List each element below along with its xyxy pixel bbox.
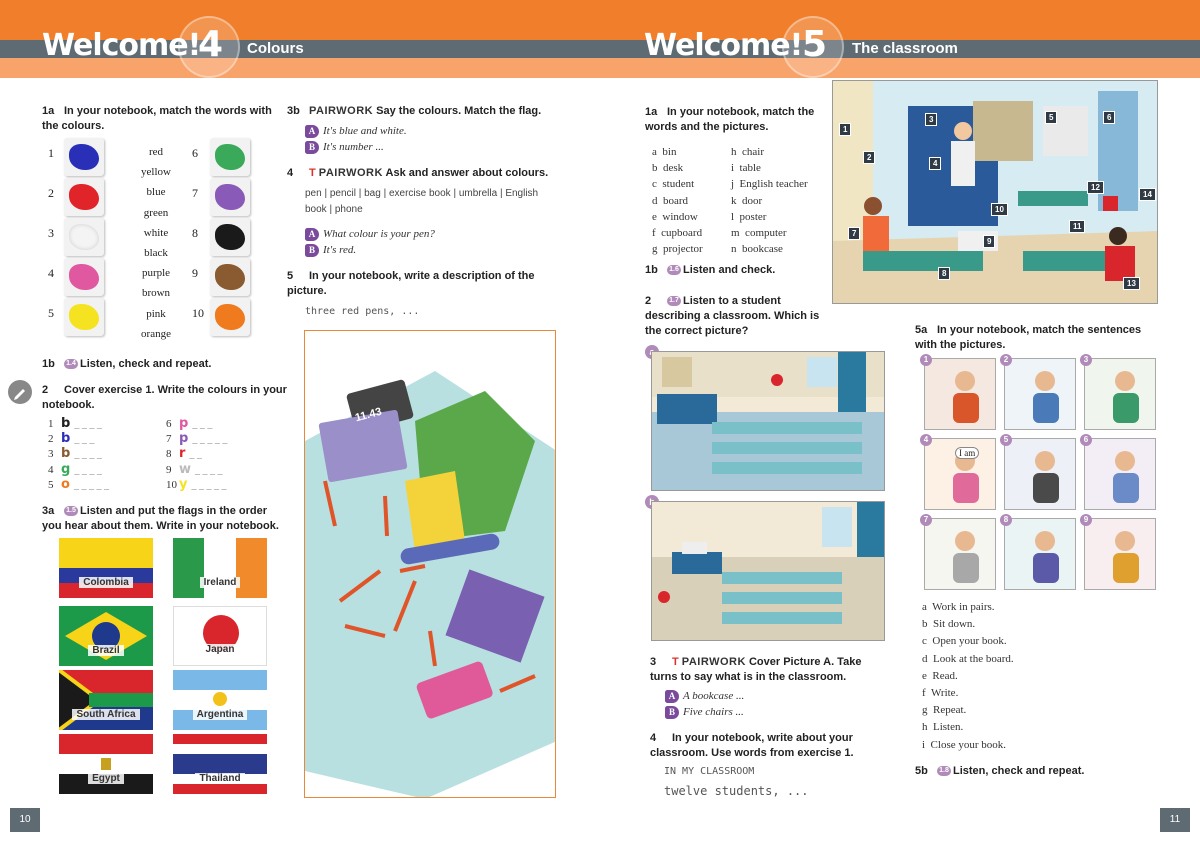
ex1b-text: Listen, check and repeat. (80, 358, 212, 370)
picture-number-badge: 9 (1080, 514, 1092, 526)
dialogue-line-a (305, 226, 435, 242)
vocab-item: c student (652, 178, 695, 191)
speaker-b-badge: B (665, 706, 679, 719)
ex4-word-list: pen | pencil | bag | exercise book | umbrella | English book | phone (305, 188, 539, 215)
vocab-item: a bin (652, 146, 677, 158)
right-ex2-number: 2 (645, 295, 652, 307)
right-ex1b-text: Listen and check. (683, 264, 776, 276)
flag-argentina (173, 670, 267, 730)
flag-label (173, 572, 267, 590)
flag-label-text: South Africa (72, 709, 139, 720)
action-sentence: i Close your book. (922, 738, 1007, 751)
vocab-item: j English teacher (731, 178, 808, 191)
letter-blanks: _ _ (189, 449, 202, 461)
first-letter: p (179, 416, 189, 431)
flag-label (59, 704, 153, 722)
picture-number-badge: 3 (1080, 354, 1092, 366)
picture-number-badge: 7 (920, 514, 932, 526)
right-ex4-text: In your notebook, write about your classroom. Use words from exercise 1. (650, 732, 854, 759)
vocab-item: e window (652, 210, 698, 223)
blank-word-row (166, 431, 227, 446)
action-picture (1004, 438, 1076, 510)
letter-blanks: _ _ _ _ (74, 464, 102, 476)
right-ex1b-instruction (645, 263, 775, 278)
swatch-number: 7 (192, 186, 198, 200)
cd-icon[interactable]: 1.7 (667, 296, 681, 306)
ex1a-instruction (42, 104, 282, 134)
picture-number-badge: 2 (1000, 354, 1012, 366)
right-ex1a-text: In your notebook, match the words and the pictures. (645, 106, 815, 133)
right-ex2-text: Listen to a student describing a classroom. Which is the correct picture? (645, 295, 820, 337)
dialogue-text: It's number ... (323, 141, 384, 153)
page-number-left: 10 (10, 808, 40, 832)
flag-brazil (59, 606, 153, 666)
first-letter: y (179, 476, 188, 492)
right-ex5a-number: 5a (915, 324, 928, 336)
flag-japan (173, 606, 267, 666)
colour-word: black (144, 247, 168, 259)
cd-icon[interactable]: 1.5 (64, 506, 78, 516)
colour-swatch (210, 298, 250, 336)
dialogue-line-b (305, 242, 435, 258)
right-ex2-instruction (645, 294, 825, 339)
flag-label-text: Japan (202, 644, 239, 655)
classroom-tag: 6 (1103, 111, 1115, 124)
picture-number-badge: 6 (1080, 434, 1092, 446)
ex3b-dialogue (305, 123, 407, 155)
flag-label-text: Argentina (193, 709, 248, 720)
colour-swatch (210, 178, 250, 216)
flag-label-text: Colombia (79, 577, 133, 588)
classroom-words-right (731, 144, 808, 257)
letter-blanks: _ _ _ (74, 434, 95, 446)
speaker-a-badge: A (305, 125, 319, 138)
vocab-item: l poster (731, 210, 767, 223)
paint-blob (215, 304, 245, 330)
flag-label (59, 768, 153, 786)
letter-blanks: _ _ _ _ (195, 464, 223, 476)
picture-a (651, 351, 885, 491)
blank-word-row (48, 416, 102, 431)
swatch-number: 3 (48, 226, 54, 240)
ex2-instruction (42, 383, 287, 413)
vocab-item: i table (731, 162, 761, 175)
first-letter: b (61, 431, 71, 447)
letter-blanks: _ _ _ (192, 419, 213, 430)
ex4-number: 4 (287, 167, 294, 179)
ex4-instruction (287, 166, 557, 181)
ex2-number: 2 (42, 384, 49, 396)
action-sentences (922, 599, 1014, 754)
ex5-sample-answer: three red pens, ... (305, 306, 420, 317)
dialogue-line-b (305, 139, 407, 155)
classroom-tag: 9 (983, 235, 995, 248)
action-picture (924, 518, 996, 590)
classroom-tag: 3 (925, 113, 937, 126)
cd-icon[interactable]: 1.4 (64, 359, 78, 369)
paint-blob (215, 144, 245, 170)
vocab-item: m computer (731, 227, 787, 240)
colour-word: pink (146, 307, 166, 320)
swatch-number: 6 (192, 146, 198, 160)
right-ex5a-text: In your notebook, match the sentences with the pictures. (915, 324, 1142, 351)
swatch-number: 5 (48, 306, 54, 320)
vocab-item: g projector (652, 243, 703, 256)
right-unit-number: 5 (802, 24, 828, 65)
ex1a-number: 1a (42, 105, 55, 117)
right-ex1a-number: 1a (645, 106, 658, 118)
classroom-tag: 2 (863, 151, 875, 164)
classroom-tag: 11 (1069, 220, 1085, 233)
classroom-tag: 13 (1123, 277, 1140, 290)
first-letter: w (179, 461, 192, 477)
right-ex4-sample-line: twelve students, ... (664, 784, 809, 798)
picture-number-badge: 5 (1000, 434, 1012, 446)
first-letter: r (179, 446, 186, 462)
ex5-number: 5 (287, 270, 294, 282)
classroom-tag: 12 (1087, 181, 1104, 194)
colour-swatch (64, 298, 104, 336)
picture-number-badge: 8 (1000, 514, 1012, 526)
blank-word-row (166, 416, 212, 431)
right-ex3-text: Cover Picture A. Take turns to say what is in the classroom. (650, 656, 862, 683)
action-sentence: h Listen. (922, 721, 964, 734)
swatch-number: 1 (48, 146, 54, 160)
right-ex5b-text: Listen, check and repeat. (953, 765, 1085, 777)
flag-south-africa (59, 670, 153, 730)
dialogue-line-a (665, 688, 744, 704)
colour-word: red (148, 146, 164, 158)
speaker-b-badge: B (305, 244, 319, 257)
colour-swatch (64, 258, 104, 296)
action-picture (1004, 518, 1076, 590)
row-number: 10 (166, 478, 177, 491)
right-ex4-sample-title: IN MY CLASSROOM (664, 766, 755, 777)
swatch-number: 10 (192, 306, 204, 320)
flag-egypt (59, 734, 153, 794)
row-number: 4 (48, 463, 54, 476)
picture-b (651, 501, 885, 641)
pairwork-label: PAIRWORK (318, 167, 383, 179)
letter-blanks: _ _ _ _ _ (192, 434, 228, 446)
action-picture (1084, 358, 1156, 430)
colour-swatch (210, 218, 250, 256)
colour-swatch (210, 138, 250, 176)
dialogue-text: Five chairs ... (683, 706, 744, 718)
first-letter: g (61, 461, 71, 477)
flag-label (59, 640, 153, 658)
colour-swatch (64, 178, 104, 216)
blank-word-row (166, 446, 202, 461)
row-number: 5 (48, 478, 54, 491)
speech-bubble: I am (955, 447, 979, 459)
classroom-tag: 5 (1045, 111, 1057, 124)
right-welcome-title: Welcome! (644, 28, 803, 63)
desk-illustration (304, 330, 556, 798)
first-letter: p (179, 431, 189, 447)
cd-icon[interactable]: 1.8 (937, 766, 951, 776)
action-picture (1004, 358, 1076, 430)
vocab-item: k door (731, 194, 763, 207)
swatch-number: 2 (48, 186, 54, 200)
flag-label (173, 704, 267, 722)
row-number: 3 (48, 448, 54, 461)
dialogue-line-b (665, 704, 744, 720)
letter-blanks: _ _ _ _ (74, 449, 102, 461)
ex3b-number: 3b (287, 105, 300, 117)
right-ex5b-number: 5b (915, 765, 928, 777)
left-welcome-title: Welcome! (42, 28, 201, 63)
dialogue-line-a (305, 123, 407, 139)
row-number: 9 (166, 463, 172, 476)
right-ex3-dialogue (665, 688, 744, 720)
ex3a-text: Listen and put the flags in the order you hear about them. Write in your notebook. (42, 505, 279, 532)
vocab-item: d board (652, 194, 689, 207)
first-letter: o (61, 476, 70, 492)
action-sentence: f Write. (922, 687, 959, 700)
blank-word-row (48, 462, 102, 477)
swatch-number: 8 (192, 226, 198, 240)
pairwork-label: PAIRWORK (681, 656, 746, 668)
row-number: 7 (166, 433, 172, 446)
dialogue-text: What colour is your pen? (323, 228, 435, 240)
speaker-b-badge: B (305, 141, 319, 154)
colour-word: yellow (141, 166, 171, 179)
paint-blob (215, 224, 245, 250)
row-number: 6 (166, 418, 172, 430)
flag-label-text: Brazil (88, 645, 123, 656)
right-ex4-instruction (650, 731, 890, 761)
swatch-number: 9 (192, 266, 198, 280)
colour-word: brown (141, 287, 171, 300)
left-unit-number: 4 (198, 24, 224, 65)
classroom-tag: 10 (991, 203, 1008, 216)
ex1a-text: In your notebook, match the words with the colours. (42, 105, 272, 132)
classroom-tag: 4 (929, 157, 941, 170)
flag-ireland (173, 538, 267, 598)
flag-colombia (59, 538, 153, 598)
ex3b-text: Say the colours. Match the flag. (376, 105, 542, 117)
classroom-tag: 1 (839, 123, 851, 136)
paint-blob (69, 264, 99, 290)
page-number-right: 11 (1160, 808, 1190, 832)
first-letter: b (61, 416, 71, 431)
ex2-text: Cover exercise 1. Write the colours in your notebook. (42, 384, 287, 411)
colour-word: blue (146, 186, 166, 199)
picture-number-badge: 4 (920, 434, 932, 446)
pencil-icon (8, 380, 32, 404)
ex5-instruction (287, 269, 547, 299)
action-sentence: d Look at the board. (922, 652, 1014, 665)
ex5-text: In your notebook, write a description of the picture. (287, 270, 535, 297)
teacher-icon: T (672, 656, 679, 668)
paint-blob (69, 144, 99, 170)
colour-swatch (64, 138, 104, 176)
right-ex5b-instruction (915, 764, 1084, 779)
colour-swatch (64, 218, 104, 256)
action-sentence: e Read. (922, 669, 958, 682)
action-picture (1084, 438, 1156, 510)
swatch-number: 4 (48, 266, 54, 280)
dialogue-text: It's blue and white. (323, 125, 407, 137)
colour-swatch (210, 258, 250, 296)
right-unit-title: The classroom (852, 40, 958, 57)
flag-label (173, 768, 267, 786)
blank-word-row (48, 446, 102, 461)
ex3a-number: 3a (42, 505, 55, 517)
colour-word: orange (141, 327, 171, 340)
action-picture (1084, 518, 1156, 590)
flag-label (59, 572, 153, 590)
classroom-illustration (832, 80, 1158, 304)
row-number: 2 (48, 433, 54, 446)
ex4-text: Ask and answer about colours. (385, 167, 549, 179)
paint-blob (69, 304, 99, 330)
letter-blanks: _ _ _ _ (74, 419, 102, 430)
picture-number-badge: 1 (920, 354, 932, 366)
action-sentence: b Sit down. (922, 618, 976, 631)
flag-label-text: Egypt (88, 773, 124, 784)
speaker-a-badge: A (665, 690, 679, 703)
clock-display: 11.43 (353, 405, 384, 425)
right-ex3-instruction (650, 655, 890, 685)
vocab-item: h chair (731, 146, 764, 158)
dialogue-text: It's red. (323, 244, 357, 256)
classroom-tag: 7 (848, 227, 860, 240)
paint-blob (69, 224, 99, 250)
classroom-words-left (652, 144, 703, 257)
paint-blob (215, 264, 245, 290)
blank-word-row (48, 431, 94, 446)
action-sentence: c Open your book. (922, 635, 1007, 648)
colour-word: white (143, 226, 169, 239)
right-ex1b-number: 1b (645, 264, 658, 276)
teacher-icon: T (309, 167, 316, 179)
blank-word-row (166, 477, 226, 492)
cd-icon[interactable]: 1.6 (667, 265, 681, 275)
letter-blanks: _ _ _ _ _ (191, 479, 227, 491)
first-letter: b (61, 446, 71, 462)
paint-blob (215, 184, 245, 210)
action-picture (924, 438, 996, 510)
vocab-item: f cupboard (652, 227, 703, 240)
action-picture (924, 358, 996, 430)
blank-word-row (166, 462, 223, 477)
flag-label-text: Thailand (195, 773, 244, 784)
right-ex4-number: 4 (650, 732, 657, 744)
vocab-item: n bookcase (731, 243, 783, 256)
ex3a-instruction (42, 504, 287, 534)
speaker-a-badge: A (305, 228, 319, 241)
flag-thailand (173, 734, 267, 794)
letter-blanks: _ _ _ _ _ (73, 479, 109, 491)
action-sentence: a Work in pairs. (922, 601, 995, 613)
colour-word: purple (141, 267, 171, 280)
pairwork-label: PAIRWORK (309, 105, 374, 117)
ex1b-number: 1b (42, 358, 55, 370)
colour-word: green (143, 206, 169, 219)
row-number: 1 (48, 418, 54, 430)
right-ex1a-instruction (645, 105, 825, 135)
left-unit-title: Colours (247, 40, 304, 57)
flag-label (174, 639, 266, 657)
action-sentence: g Repeat. (922, 704, 967, 717)
right-ex3-number: 3 (650, 656, 657, 668)
dialogue-text: A bookcase ... (683, 690, 745, 702)
right-ex5a-instruction (915, 323, 1155, 353)
vocab-item: b desk (652, 162, 684, 175)
ex3b-instruction (287, 104, 557, 119)
ex4-dialogue (305, 226, 435, 258)
classroom-tag: 8 (938, 267, 950, 280)
row-number: 8 (166, 448, 172, 461)
flag-label-text: Ireland (200, 577, 241, 588)
blank-word-row (48, 477, 109, 492)
ex1b-instruction (42, 357, 211, 372)
paint-blob (69, 184, 99, 210)
classroom-tag: 14 (1139, 188, 1156, 201)
